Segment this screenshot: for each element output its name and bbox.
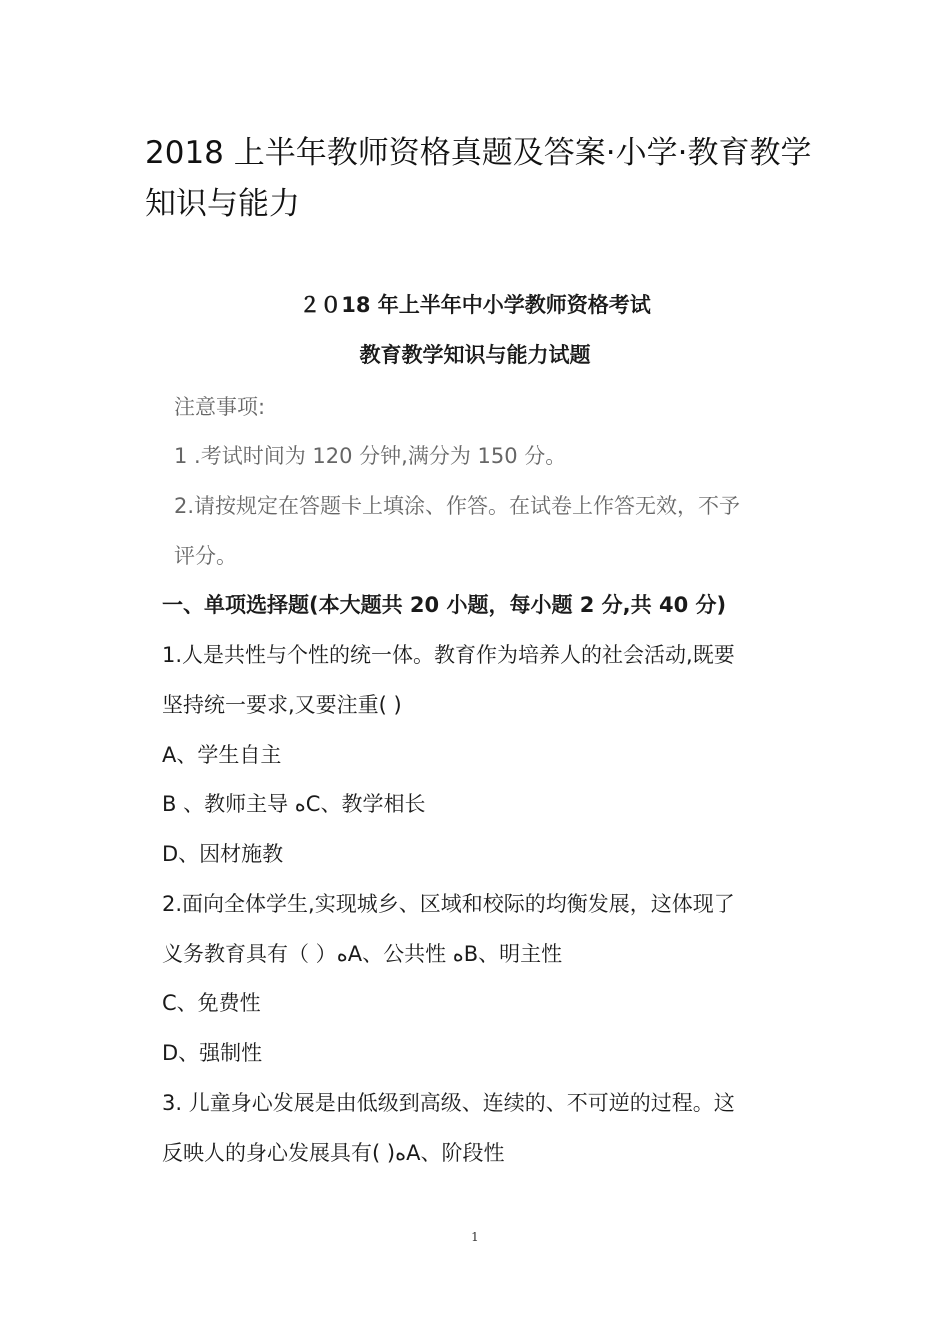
question-line: 义务教育具有（ ）ﻩA、公共性 ﻩB、明主性	[162, 942, 563, 966]
notice-item-2-line-1: 2.请按规定在答题卡上填涂、作答。在试卷上作答无效，不予	[174, 494, 741, 518]
exam-heading: ２０18 年上半年中小学教师资格考试	[299, 293, 651, 317]
option-line: C、免费性	[162, 991, 261, 1015]
page-number: 1	[471, 1230, 479, 1244]
section-title: 一、单项选择题(本大题共 20 小题，每小题 2 分,共 40 分)	[162, 593, 727, 617]
option-line: D、因材施教	[162, 842, 284, 866]
question-line: 1.人是共性与个性的统一体。教育作为培养人的社会活动,既要	[162, 643, 735, 667]
notice-label: 注意事项:	[174, 395, 266, 419]
question-line: 2.面向全体学生,实现城乡、区域和校际的均衡发展，这体现了	[162, 892, 735, 916]
exam-subheading: 教育教学知识与能力试题	[359, 343, 591, 367]
option-line: D、强制性	[162, 1041, 263, 1065]
question-line: 3. 儿童身心发展是由低级到高级、连续的、不可逆的过程。这	[162, 1091, 735, 1115]
document-title: 2018 上半年教师资格真题及答案·小学·教育教学知识与能力	[145, 135, 812, 222]
option-line: A、学生自主	[162, 743, 282, 767]
option-line: B 、教师主导 ﻩC、教学相长	[162, 792, 426, 816]
notice-item-2-line-2: 评分。	[174, 544, 237, 568]
question-line: 反映人的身心发展具有( )ﻩA、阶段性	[162, 1141, 505, 1165]
notice-item-1: 1 .考试时间为 120 分钟,满分为 150 分。	[174, 444, 567, 468]
question-line: 坚持统一要求,又要注重( )	[162, 693, 402, 717]
